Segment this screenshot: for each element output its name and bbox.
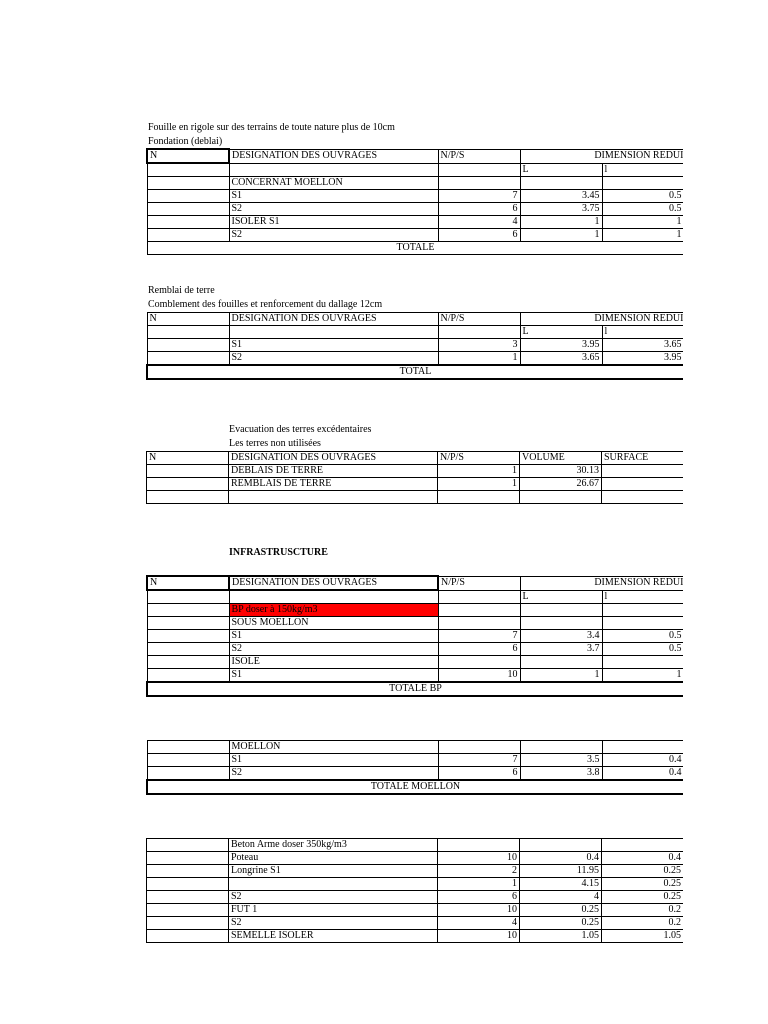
beton-table xyxy=(146,838,684,943)
table-cell xyxy=(147,643,229,656)
table-cell xyxy=(147,617,229,630)
table-row xyxy=(147,930,684,943)
table-cell: 3.65 xyxy=(602,339,684,352)
table-cell xyxy=(147,917,229,930)
table-cell: Longrine S1 xyxy=(229,865,438,878)
table-cell xyxy=(438,177,520,190)
table-cell: 3.4 xyxy=(520,630,602,643)
table-cell xyxy=(147,852,229,865)
table-cell xyxy=(602,491,684,504)
table-cell xyxy=(147,839,229,852)
table-cell xyxy=(602,465,684,478)
table-cell: 4 xyxy=(438,216,520,229)
table-cell: 3.95 xyxy=(520,339,602,352)
table-cell: S1 xyxy=(229,339,438,352)
table-cell: ISOLER S1 xyxy=(229,216,438,229)
table-cell xyxy=(520,177,602,190)
table-cell xyxy=(147,216,229,229)
col-header-volume: VOLUME xyxy=(520,452,602,465)
table-row xyxy=(147,917,684,930)
table-cell xyxy=(147,352,229,366)
table-cell: S2 xyxy=(229,891,438,904)
page-clip-region xyxy=(683,0,768,1024)
table-cell: 7 xyxy=(438,754,520,767)
table-cell xyxy=(602,617,684,630)
table-cell: 0.5 xyxy=(602,643,684,656)
remblai-table xyxy=(146,312,685,380)
table-row xyxy=(147,352,684,366)
fouille-table xyxy=(146,148,685,255)
remblai-title: Remblai de terre xyxy=(148,285,215,296)
infra-table xyxy=(146,575,685,697)
table-cell: 0.25 xyxy=(602,865,684,878)
table-cell: 0.5 xyxy=(602,190,684,203)
fouille-title: Fouille en rigole sur des terrains de toute nature plus de 10cm xyxy=(148,122,395,133)
table-row xyxy=(147,669,684,683)
table-row xyxy=(147,465,684,478)
table-cell: 1 xyxy=(438,878,520,891)
table-row xyxy=(147,478,684,491)
table-cell: 0.5 xyxy=(602,203,684,216)
table-cell: 3.95 xyxy=(602,352,684,366)
table-cell: 3.5 xyxy=(520,754,602,767)
table-row xyxy=(147,643,684,656)
table-cell: 0.25 xyxy=(602,878,684,891)
col-header-dimension: DIMENSION REDUI xyxy=(520,149,684,163)
table-cell xyxy=(602,478,684,491)
table-cell: 1 xyxy=(602,229,684,242)
table-cell: S1 xyxy=(229,190,438,203)
col-header-dimension: DIMENSION REDUI xyxy=(520,313,684,326)
table-cell: 4 xyxy=(520,891,602,904)
table-cell xyxy=(147,190,229,203)
table-cell: REMBLAIS DE TERRE xyxy=(229,478,438,491)
table-cell xyxy=(147,930,229,943)
table-cell: S2 xyxy=(229,643,438,656)
table-cell xyxy=(147,741,229,754)
table-row xyxy=(147,852,684,865)
table-row xyxy=(147,604,684,617)
remblai-subtitle: Comblement des fouilles et renforcement du dallage 12cm xyxy=(148,299,383,310)
table-cell: 4 xyxy=(438,917,520,930)
col-header-l: l xyxy=(602,326,684,339)
highlighted-cell: BP doser à 150kg/m3 xyxy=(229,604,438,617)
total-label: TOTALE BP xyxy=(147,682,684,696)
col-header-L: L xyxy=(520,163,602,177)
table-cell xyxy=(147,865,229,878)
col-header-n: N xyxy=(147,576,229,590)
table-row xyxy=(147,630,684,643)
table-cell: 7 xyxy=(438,190,520,203)
table-cell: 1 xyxy=(438,478,520,491)
table-row xyxy=(147,203,684,216)
table-cell: 6 xyxy=(438,203,520,216)
col-header-designation: DESIGNATION DES OUVRAGES xyxy=(229,313,438,326)
table-cell xyxy=(520,617,602,630)
total-label: TOTAL xyxy=(147,365,684,379)
total-label: TOTALE xyxy=(147,242,684,255)
table-subheader-row xyxy=(147,163,684,177)
table-header-row xyxy=(147,149,684,163)
table-header-row xyxy=(147,452,684,465)
table-cell: 0.4 xyxy=(602,767,684,781)
table-cell xyxy=(147,891,229,904)
table-cell: 10 xyxy=(438,930,520,943)
table-cell: 6 xyxy=(438,891,520,904)
table-cell xyxy=(229,590,438,604)
table-cell: 1 xyxy=(438,352,520,366)
table-cell: 3.75 xyxy=(520,203,602,216)
table-cell: 3.7 xyxy=(520,643,602,656)
table-cell: S1 xyxy=(229,754,438,767)
table-cell: S2 xyxy=(229,229,438,242)
table-row xyxy=(147,339,684,352)
table-cell: 3.8 xyxy=(520,767,602,781)
table-cell xyxy=(147,630,229,643)
table-cell xyxy=(147,669,229,683)
table-cell xyxy=(438,590,520,604)
table-cell xyxy=(147,203,229,216)
table-row xyxy=(147,177,684,190)
table-cell xyxy=(147,177,229,190)
table-cell: ISOLE xyxy=(229,656,438,669)
table-cell xyxy=(147,590,229,604)
evacuation-table xyxy=(146,451,684,504)
evacuation-subtitle: Les terres non utilisées xyxy=(229,438,321,449)
total-label: TOTALE MOELLON xyxy=(147,780,684,794)
table-cell: 10 xyxy=(438,904,520,917)
col-header-l: l xyxy=(602,163,684,177)
table-cell xyxy=(147,656,229,669)
col-header-designation: DESIGNATION DES OUVRAGES xyxy=(229,149,438,163)
table-cell: 1 xyxy=(520,669,602,683)
evacuation-title: Evacuation des terres excédentaires xyxy=(229,424,372,435)
table-cell xyxy=(438,656,520,669)
table-cell: S1 xyxy=(229,630,438,643)
col-header-n: N xyxy=(147,149,229,163)
table-row xyxy=(147,190,684,203)
moellon-table xyxy=(146,740,685,795)
table-cell xyxy=(147,229,229,242)
col-header-l: l xyxy=(602,590,684,604)
table-cell: 6 xyxy=(438,229,520,242)
table-cell: 6 xyxy=(438,643,520,656)
col-header-designation: DESIGNATION DES OUVRAGES xyxy=(229,452,438,465)
table-cell: 0.25 xyxy=(520,904,602,917)
table-cell: 26.67 xyxy=(520,478,602,491)
table-row xyxy=(147,878,684,891)
table-cell xyxy=(147,465,229,478)
table-subheader-row xyxy=(147,590,684,604)
table-cell: Beton Arme doser 350kg/m3 xyxy=(229,839,438,852)
col-header-nps: N/P/S xyxy=(438,149,520,163)
table-cell: S1 xyxy=(229,669,438,683)
col-header-nps: N/P/S xyxy=(438,452,520,465)
table-cell: 10 xyxy=(438,669,520,683)
table-cell xyxy=(147,326,229,339)
table-cell xyxy=(602,839,684,852)
table-row xyxy=(147,491,684,504)
table-cell xyxy=(147,904,229,917)
table-cell xyxy=(520,839,602,852)
table-cell: 1 xyxy=(520,216,602,229)
table-cell: 2 xyxy=(438,865,520,878)
col-header-L: L xyxy=(520,326,602,339)
table-cell: 3.45 xyxy=(520,190,602,203)
table-row xyxy=(147,656,684,669)
table-cell: 0.2 xyxy=(602,904,684,917)
table-cell xyxy=(602,604,684,617)
table-cell: 6 xyxy=(438,767,520,781)
table-row xyxy=(147,741,684,754)
fouille-subtitle: Fondation (deblai) xyxy=(148,136,223,147)
table-cell: 3.65 xyxy=(520,352,602,366)
table-cell: FUT 1 xyxy=(229,904,438,917)
total-row xyxy=(147,365,684,379)
table-cell: 0.2 xyxy=(602,917,684,930)
col-header-dimension: DIMENSION REDUI xyxy=(520,576,684,590)
table-cell xyxy=(602,656,684,669)
table-cell xyxy=(229,878,438,891)
table-cell: MOELLON xyxy=(229,741,438,754)
table-cell: 10 xyxy=(438,852,520,865)
table-cell: 11.95 xyxy=(520,865,602,878)
table-cell xyxy=(520,604,602,617)
table-row xyxy=(147,767,684,781)
table-cell xyxy=(438,491,520,504)
table-cell: CONCERNAT MOELLON xyxy=(229,177,438,190)
table-row xyxy=(147,754,684,767)
table-cell: 3 xyxy=(438,339,520,352)
table-row xyxy=(147,229,684,242)
table-cell: SOUS MOELLON xyxy=(229,617,438,630)
table-cell: S2 xyxy=(229,767,438,781)
table-cell: DEBLAIS DE TERRE xyxy=(229,465,438,478)
table-cell xyxy=(229,326,438,339)
total-row xyxy=(147,780,684,794)
table-cell: 0.4 xyxy=(520,852,602,865)
table-cell: 0.4 xyxy=(602,754,684,767)
table-cell xyxy=(147,754,229,767)
table-cell: 4.15 xyxy=(520,878,602,891)
table-row xyxy=(147,865,684,878)
table-cell xyxy=(147,491,229,504)
table-cell: 1 xyxy=(520,229,602,242)
col-header-designation: DESIGNATION DES OUVRAGES xyxy=(229,576,438,590)
table-cell xyxy=(520,741,602,754)
table-cell xyxy=(438,617,520,630)
table-cell: 0.25 xyxy=(602,891,684,904)
table-cell xyxy=(438,326,520,339)
table-cell: 7 xyxy=(438,630,520,643)
table-header-row xyxy=(147,313,684,326)
col-header-n: N xyxy=(147,452,229,465)
table-cell xyxy=(438,839,520,852)
col-header-nps: N/P/S xyxy=(438,313,520,326)
table-cell xyxy=(147,339,229,352)
col-header-L: L xyxy=(520,590,602,604)
table-cell xyxy=(520,656,602,669)
table-row xyxy=(147,216,684,229)
table-cell: S2 xyxy=(229,917,438,930)
total-row xyxy=(147,242,684,255)
table-row xyxy=(147,839,684,852)
table-cell xyxy=(147,604,229,617)
table-cell: SEMELLE ISOLER xyxy=(229,930,438,943)
table-subheader-row xyxy=(147,326,684,339)
table-cell xyxy=(147,878,229,891)
table-cell: 0.4 xyxy=(602,852,684,865)
table-cell xyxy=(520,491,602,504)
col-header-nps: N/P/S xyxy=(438,576,520,590)
table-cell xyxy=(602,177,684,190)
col-header-n: N xyxy=(147,313,229,326)
table-row xyxy=(147,904,684,917)
table-cell xyxy=(602,741,684,754)
table-cell: 1 xyxy=(438,465,520,478)
table-cell xyxy=(229,491,438,504)
table-cell: 1 xyxy=(602,216,684,229)
table-cell: Poteau xyxy=(229,852,438,865)
infra-title: INFRASTRUSCTURE xyxy=(229,547,328,558)
table-cell xyxy=(147,478,229,491)
table-cell xyxy=(438,604,520,617)
table-cell: 30.13 xyxy=(520,465,602,478)
table-cell: 1.05 xyxy=(520,930,602,943)
table-row xyxy=(147,617,684,630)
table-cell: 0.25 xyxy=(520,917,602,930)
table-cell: S2 xyxy=(229,203,438,216)
table-cell: 1.05 xyxy=(602,930,684,943)
table-cell: 1 xyxy=(602,669,684,683)
table-cell xyxy=(147,767,229,781)
table-header-row xyxy=(147,576,684,590)
col-header-surface: SURFACE xyxy=(602,452,684,465)
table-cell: S2 xyxy=(229,352,438,366)
table-row xyxy=(147,891,684,904)
total-row xyxy=(147,682,684,696)
table-cell xyxy=(438,741,520,754)
table-cell: 0.5 xyxy=(602,630,684,643)
